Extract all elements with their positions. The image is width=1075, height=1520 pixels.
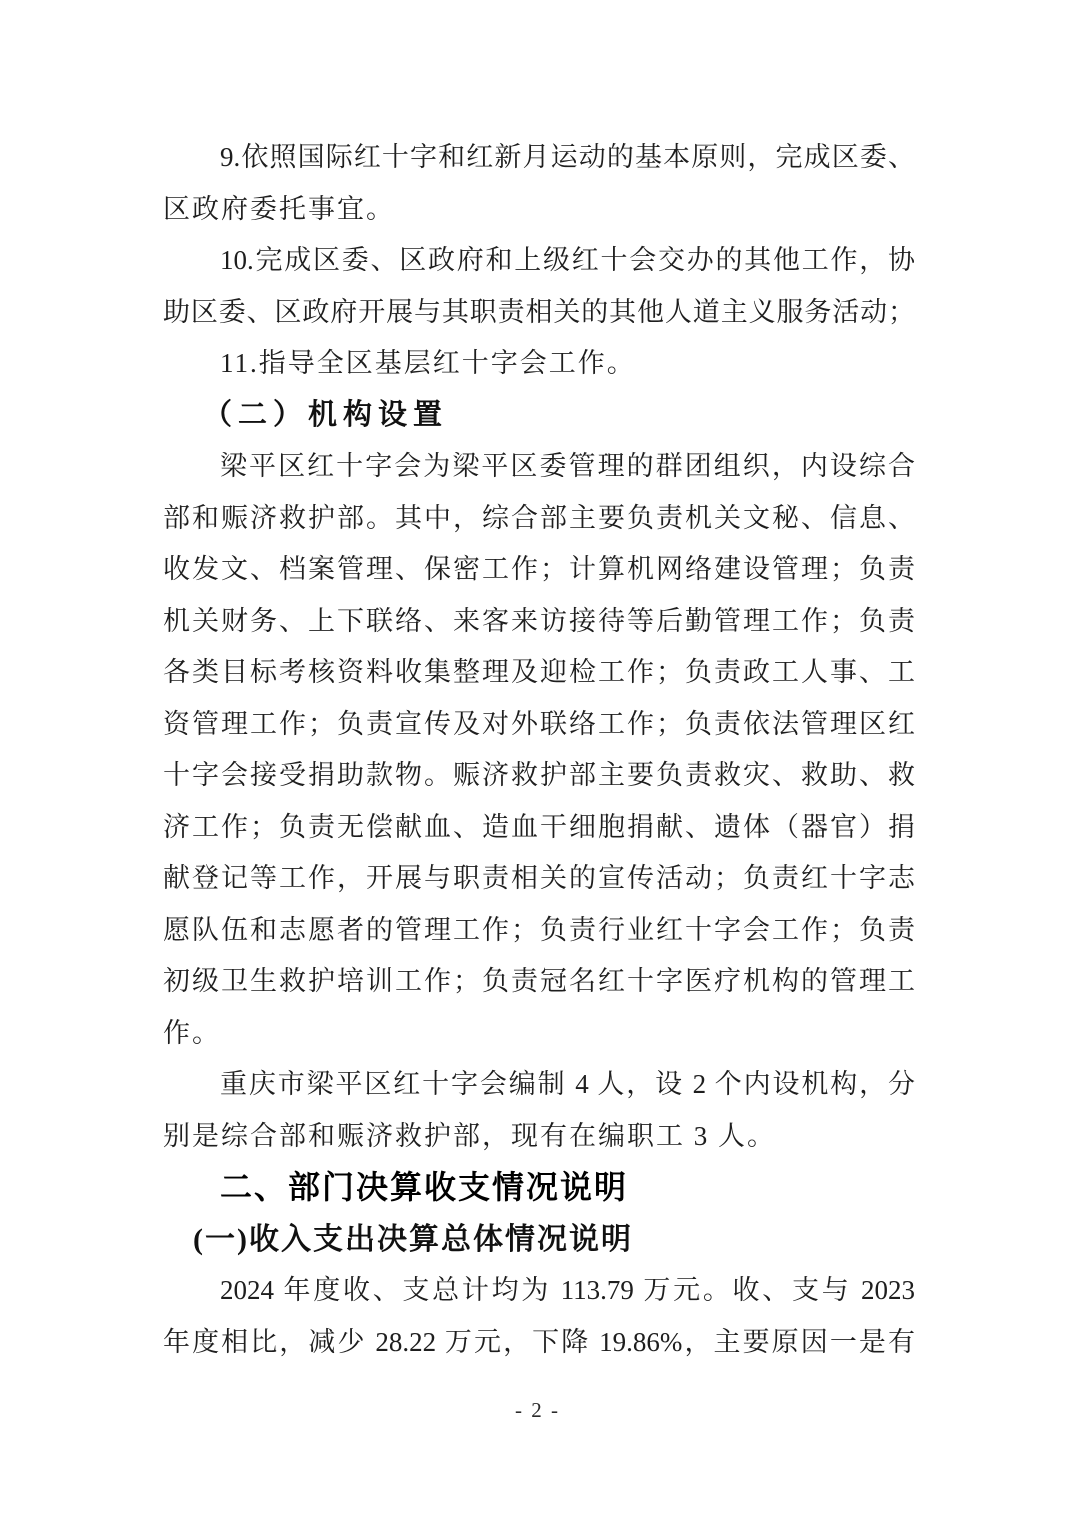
paragraph-line: 作。 <box>163 1017 221 1048</box>
paragraph-line: 10.完成区委、区政府和上级红十会交办的其他工作，协 <box>220 245 915 275</box>
paragraph-line: 2024 年度收、支总计均为 113.79 万元。收、支与 2023 <box>220 1275 915 1305</box>
subsection-heading-income-expense: (一)收入支出决算总体情况说明 <box>193 1222 633 1256</box>
paragraph-line: 愿队伍和志愿者的管理工作；负责行业红十字会工作；负责 <box>163 914 915 945</box>
paragraph-line: 初级卫生救护培训工作；负责冠名红十字医疗机构的管理工 <box>163 966 915 996</box>
paragraph-line: 年度相比，减少 28.22 万元，下降 19.86%，主要原因一是有 <box>163 1326 915 1357</box>
paragraph-line: 济工作；负责无偿献血、造血干细胞捐献、遗体（器官）捐 <box>163 811 915 842</box>
section-heading-budget-overview: 二、部门决算收支情况说明 <box>220 1169 629 1205</box>
paragraph-line: 梁平区红十字会为梁平区委管理的群团组织，内设综合 <box>220 451 915 481</box>
paragraph-line: 机关财务、上下联络、来客来访接待等后勤管理工作；负责 <box>163 605 915 636</box>
paragraph-line: 资管理工作；负责宣传及对外联络工作；负责依法管理区红 <box>163 708 915 739</box>
section-heading-org-setup: （二）机构设置 <box>203 398 449 431</box>
paragraph-line: 各类目标考核资料收集整理及迎检工作；负责政工人事、工 <box>163 657 915 687</box>
paragraph-line: 收发文、档案管理、保密工作；计算机网络建设管理；负责 <box>163 554 915 584</box>
paragraph-line: 9.依照国际红十字和红新月运动的基本原则，完成区委、 <box>220 142 915 172</box>
paragraph-line: 献登记等工作，开展与职责相关的宣传活动；负责红十字志 <box>163 863 915 893</box>
paragraph-line: 十字会接受捐助款物。赈济救护部主要负责救灾、救助、救 <box>163 760 915 790</box>
page-footer <box>0 1398 1075 1423</box>
document-body <box>163 132 915 1368</box>
paragraph-line: 区政府委托事宜。 <box>163 193 395 224</box>
paragraph-line: 别是综合部和赈济救护部，现有在编职工 3 人。 <box>163 1120 776 1151</box>
paragraph-line: 助区委、区政府开展与其职责相关的其他人道主义服务活动； <box>163 296 915 327</box>
paragraph-line: 重庆市梁平区红十字会编制 4 人，设 2 个内设机构，分 <box>220 1069 915 1099</box>
paragraph-line: 部和赈济救护部。其中，综合部主要负责机关文秘、信息、 <box>163 502 915 533</box>
paragraph-line: 11.指导全区基层红十字会工作。 <box>220 348 636 378</box>
page-number: - 2 - <box>515 1398 560 1422</box>
